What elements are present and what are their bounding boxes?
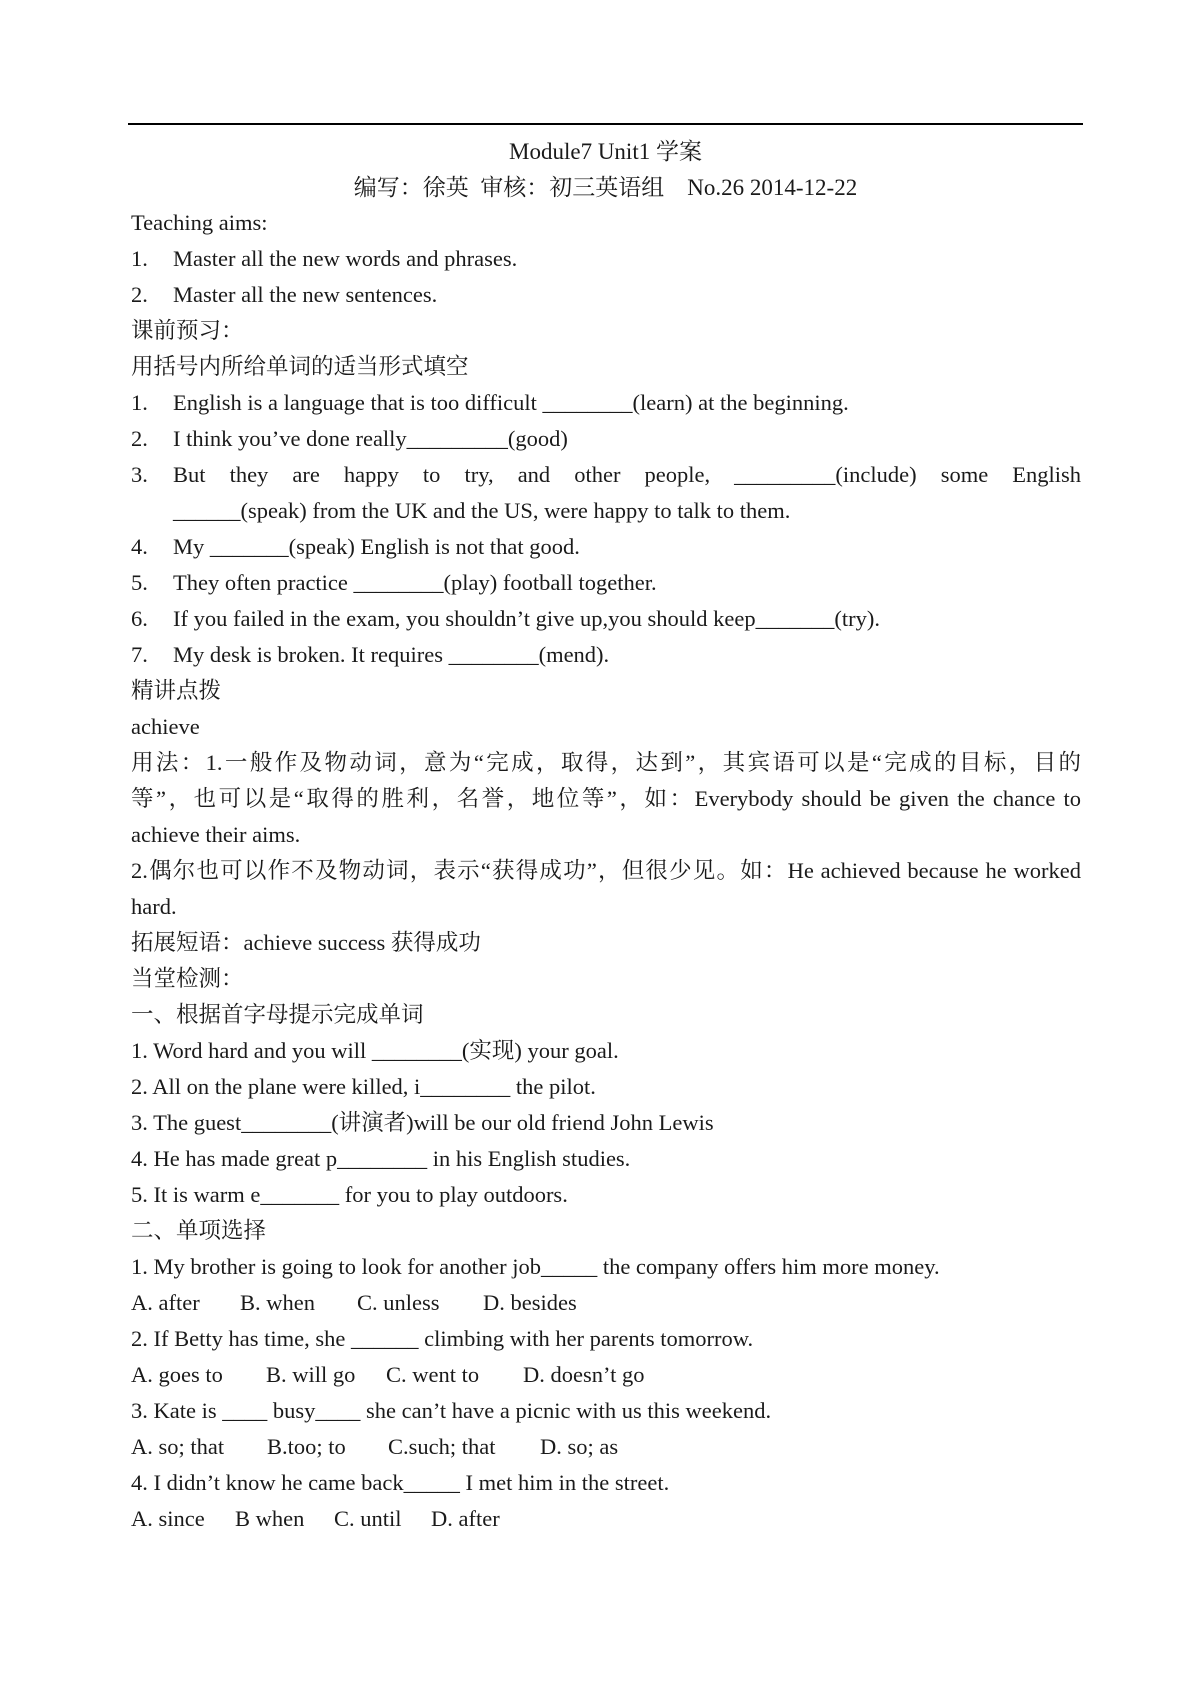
item-number: 3. — [131, 462, 148, 487]
option: D. doesn’t go — [523, 1362, 645, 1387]
usage-text: 用法：1.一般作及物动词，意为“完成，取得，达到”，其宾语可以是“完成的目标，目的 — [131, 750, 1081, 775]
option: D. so; as — [540, 1434, 619, 1459]
item-text: I think you’ve done really_________(good) — [173, 426, 568, 451]
aim-item — [131, 241, 1081, 277]
fill-in-item: 3. The guest________(讲演者)will be our old friend John Lewis — [131, 1110, 714, 1135]
usage-text: 等”，也可以是“取得的胜利，名誉，地位等”，如：Everybody should be given the chance to — [131, 786, 1081, 811]
question-text: 2. If Betty has time, she ______ climbing with her parents tomorrow. — [131, 1326, 754, 1351]
page-title: Module7 Unit1 学案 — [509, 139, 702, 164]
exercise-item — [131, 529, 1081, 565]
item-number: 5. — [131, 570, 148, 595]
extension-phrase: 拓展短语：achieve success 获得成功 — [131, 930, 481, 955]
usage-text: achieve their aims. — [131, 822, 301, 847]
document-body — [131, 205, 1081, 1537]
question-options — [131, 1357, 1081, 1393]
item-text: My _______(speak) English is not that good. — [173, 534, 580, 559]
item-number: 2. — [131, 426, 148, 451]
aims-heading: Teaching aims: — [131, 210, 268, 235]
fill-in-item: 1. Word hard and you will ________(实现) your goal. — [131, 1038, 619, 1063]
exercise-item-continuation: ______(speak) from the UK and the US, were happy to talk to them. — [173, 498, 791, 523]
exercise-item — [131, 457, 1081, 493]
part2-heading: 二、单项选择 — [131, 1218, 267, 1243]
question-text: 3. Kate is ____ busy____ she can’t have a picnic with us this weekend. — [131, 1398, 772, 1423]
option: B.too; to — [267, 1434, 346, 1459]
question-text: 4. I didn’t know he came back_____ I met him in the street. — [131, 1470, 670, 1495]
item-number: 6. — [131, 606, 148, 631]
item-text: But they are happy to try, and other people, _________(include) some English — [173, 462, 1081, 487]
question-options — [131, 1285, 1081, 1321]
option: B when — [235, 1506, 305, 1531]
option: A. so; that — [131, 1434, 225, 1459]
exercise-item — [131, 601, 1081, 637]
option: A. goes to — [131, 1362, 223, 1387]
exercise-item — [131, 385, 1081, 421]
aim-item — [131, 277, 1081, 313]
option: C. unless — [357, 1290, 440, 1315]
item-text: English is a language that is too difficult ________(learn) at the beginning. — [173, 390, 849, 415]
item-number: 1. — [131, 246, 148, 271]
page-subtitle: 编写：徐英 审核：初三英语组 No.26 2014-12-22 — [353, 175, 858, 200]
option: C.such; that — [388, 1434, 496, 1459]
check-heading: 当堂检测： — [131, 966, 244, 991]
preview-instruction: 用括号内所给单词的适当形式填空 — [131, 354, 469, 379]
option: C. went to — [386, 1362, 480, 1387]
item-number: 2. — [131, 282, 148, 307]
option: C. until — [334, 1506, 402, 1531]
usage-text: hard. — [131, 894, 177, 919]
explain-heading: 精讲点拨 — [131, 678, 222, 703]
usage-text: 2.偶尔也可以作不及物动词，表示“获得成功”，但很少见。如：He achieved because he worked — [131, 858, 1081, 883]
part1-heading: 一、根据首字母提示完成单词 — [131, 1002, 424, 1027]
question-options — [131, 1501, 1081, 1537]
explain-word: achieve — [131, 714, 200, 739]
item-text: If you failed in the exam, you shouldn’t give up,you should keep_______(try). — [173, 606, 880, 631]
exercise-item — [131, 637, 1081, 673]
option: B. will go — [266, 1362, 356, 1387]
item-number: 4. — [131, 534, 148, 559]
item-text: Master all the new words and phrases. — [173, 246, 518, 271]
exercise-item — [131, 565, 1081, 601]
option: A. since — [131, 1506, 205, 1531]
header-rule — [128, 123, 1083, 125]
item-number: 1. — [131, 390, 148, 415]
fill-in-item: 2. All on the plane were killed, i________ the pilot. — [131, 1074, 596, 1099]
option: D. besides — [483, 1290, 577, 1315]
question-options — [131, 1429, 1081, 1465]
fill-in-item: 5. It is warm e_______ for you to play outdoors. — [131, 1182, 568, 1207]
option: A. after — [131, 1290, 200, 1315]
exercise-item — [131, 421, 1081, 457]
option: B. when — [240, 1290, 315, 1315]
item-text: My desk is broken. It requires ________(mend). — [173, 642, 610, 667]
fill-in-item: 4. He has made great p________ in his English studies. — [131, 1146, 631, 1171]
question-text: 1. My brother is going to look for another job_____ the company offers him more money. — [131, 1254, 940, 1279]
item-text: Master all the new sentences. — [173, 282, 438, 307]
item-text: They often practice ________(play) football together. — [173, 570, 657, 595]
option: D. after — [431, 1506, 500, 1531]
item-number: 7. — [131, 642, 148, 667]
preview-heading: 课前预习： — [131, 318, 244, 343]
